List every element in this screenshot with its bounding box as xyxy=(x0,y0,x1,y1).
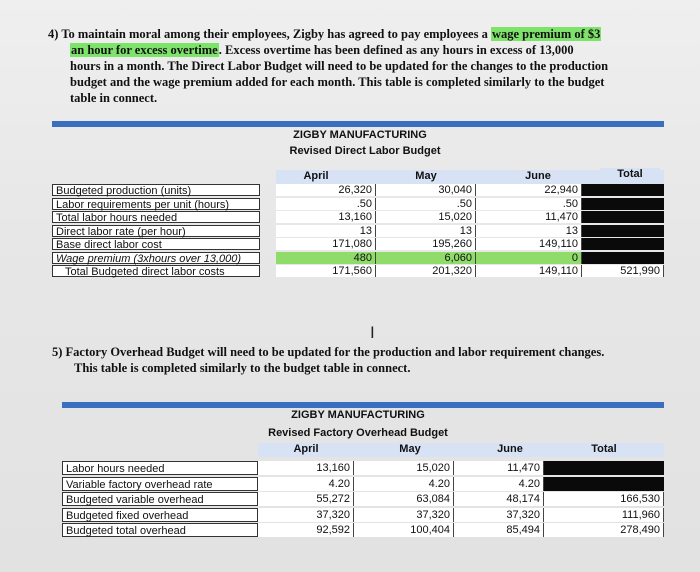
oh-row-label: Budgeted variable overhead xyxy=(62,492,258,506)
oh-header-june: June xyxy=(480,443,540,456)
labor-header-total: Total xyxy=(600,168,660,181)
labor-cell-april: 13,160 xyxy=(276,211,376,223)
labor-cell-total: 521,990 xyxy=(582,265,664,277)
q4-highlight-1: wage premium of $3 xyxy=(491,27,601,41)
oh-header-total: Total xyxy=(574,443,634,456)
labor-company-title: ZIGBY MANUFACTURING xyxy=(293,129,427,141)
labor-cell-total-blank xyxy=(582,211,664,223)
oh-cell-may: 37,320 xyxy=(354,508,454,522)
oh-cell-total: 166,530 xyxy=(544,492,664,506)
q4-line3: hours in a month. The Direct Labor Budget will need to be updated for the changes to the production xyxy=(70,59,609,73)
labor-cell-june: 13 xyxy=(476,225,582,237)
labor-cell-may: .50 xyxy=(376,198,476,210)
labor-header-june: June xyxy=(508,170,568,183)
oh-budget-title: Revised Factory Overhead Budget xyxy=(268,427,448,439)
labor-cell-may: 201,320 xyxy=(376,265,476,277)
oh-header-april: April xyxy=(276,443,336,456)
labor-budget-title: Revised Direct Labor Budget xyxy=(289,145,441,157)
oh-cell-april: 55,272 xyxy=(258,492,354,506)
oh-cell-june: 37,320 xyxy=(454,508,544,522)
oh-cell-total: 278,490 xyxy=(544,523,664,537)
q4-line5: table in connect. xyxy=(70,91,158,105)
table-header-bar xyxy=(52,121,664,127)
labor-cell-total-blank xyxy=(582,238,664,250)
oh-cell-may: 63,084 xyxy=(354,492,454,506)
labor-cell-june: 0 xyxy=(476,252,582,264)
labor-cell-total-blank xyxy=(582,252,664,264)
oh-cell-total: 111,960 xyxy=(544,508,664,522)
q5-line1: Factory Overhead Budget will need to be updated for the production and labor requirement changes. xyxy=(65,345,605,359)
labor-cell-april: 171,080 xyxy=(276,238,376,250)
labor-cell-june: .50 xyxy=(476,198,582,210)
oh-row-label: Budgeted total overhead xyxy=(62,523,258,537)
q4-number: 4) xyxy=(48,27,59,41)
oh-cell-june: 4.20 xyxy=(454,477,544,491)
labor-cell-april: 13 xyxy=(276,225,376,237)
labor-cell-total-blank xyxy=(582,225,664,237)
labor-row-label: Budgeted production (units) xyxy=(52,184,260,196)
q4-highlight-2: an hour for excess overtime xyxy=(71,43,218,57)
labor-cell-june: 149,110 xyxy=(476,238,582,250)
oh-cell-june: 48,174 xyxy=(454,492,544,506)
labor-cell-may: 6,060 xyxy=(376,252,476,264)
labor-cell-june: 149,110 xyxy=(476,265,582,277)
labor-cell-june: 22,940 xyxy=(476,184,582,196)
oh-header-bar xyxy=(62,402,664,408)
question-4 xyxy=(48,26,660,106)
labor-cell-june: 11,470 xyxy=(476,211,582,223)
q4-line4: budget and the wage premium added for each month. This table is completed similarly to the budget xyxy=(70,75,605,89)
labor-cell-april: 171,560 xyxy=(276,265,376,277)
oh-cell-june: 11,470 xyxy=(454,461,544,475)
labor-row-label: Wage premium (3xhours over 13,000) xyxy=(52,252,260,264)
q5-line2: This table is completed similarly to the budget table in connect. xyxy=(74,361,411,375)
labor-row-label: Base direct labor cost xyxy=(52,238,260,250)
q4-line2: . Excess overtime has been defined as any hours in excess of 13,000 xyxy=(218,43,574,57)
question-5 xyxy=(52,344,664,376)
oh-cell-may: 15,020 xyxy=(354,461,454,475)
oh-cell-april: 4.20 xyxy=(258,477,354,491)
oh-cell-april: 13,160 xyxy=(258,461,354,475)
labor-row-label: Direct labor rate (per hour) xyxy=(52,225,260,237)
labor-cell-april: .50 xyxy=(276,198,376,210)
labor-cell-total-blank xyxy=(582,184,664,196)
oh-row-label: Variable factory overhead rate xyxy=(62,477,258,491)
oh-cell-may: 100,404 xyxy=(354,523,454,537)
oh-cell-april: 37,320 xyxy=(258,508,354,522)
labor-cell-may: 15,020 xyxy=(376,211,476,223)
q4-line1: To maintain moral among their employees, Zigby has agreed to pay employees a xyxy=(61,27,491,41)
labor-header-april: April xyxy=(286,170,346,183)
labor-header-may: May xyxy=(396,170,456,183)
oh-header-may: May xyxy=(380,443,440,456)
labor-cell-total-blank xyxy=(582,198,664,210)
oh-cell-june: 85,494 xyxy=(454,523,544,537)
labor-cell-may: 13 xyxy=(376,225,476,237)
oh-cell-may: 4.20 xyxy=(354,477,454,491)
oh-cell-april: 92,592 xyxy=(258,523,354,537)
oh-row-label: Budgeted fixed overhead xyxy=(62,508,258,522)
labor-row-label: Total Budgeted direct labor costs xyxy=(52,265,260,277)
q5-number: 5) xyxy=(52,345,63,359)
labor-cell-may: 30,040 xyxy=(376,184,476,196)
labor-row-label: Total labor hours needed xyxy=(52,211,260,223)
oh-row-label: Labor hours needed xyxy=(62,461,258,475)
labor-cell-may: 195,260 xyxy=(376,238,476,250)
oh-cell-total-blank xyxy=(544,477,664,491)
text-cursor-icon: I xyxy=(370,323,375,342)
labor-cell-april: 26,320 xyxy=(276,184,376,196)
oh-company-title: ZIGBY MANUFACTURING xyxy=(291,409,425,421)
labor-row-label: Labor requirements per unit (hours) xyxy=(52,198,260,210)
oh-cell-total-blank xyxy=(544,461,664,475)
labor-cell-april: 480 xyxy=(276,252,376,264)
